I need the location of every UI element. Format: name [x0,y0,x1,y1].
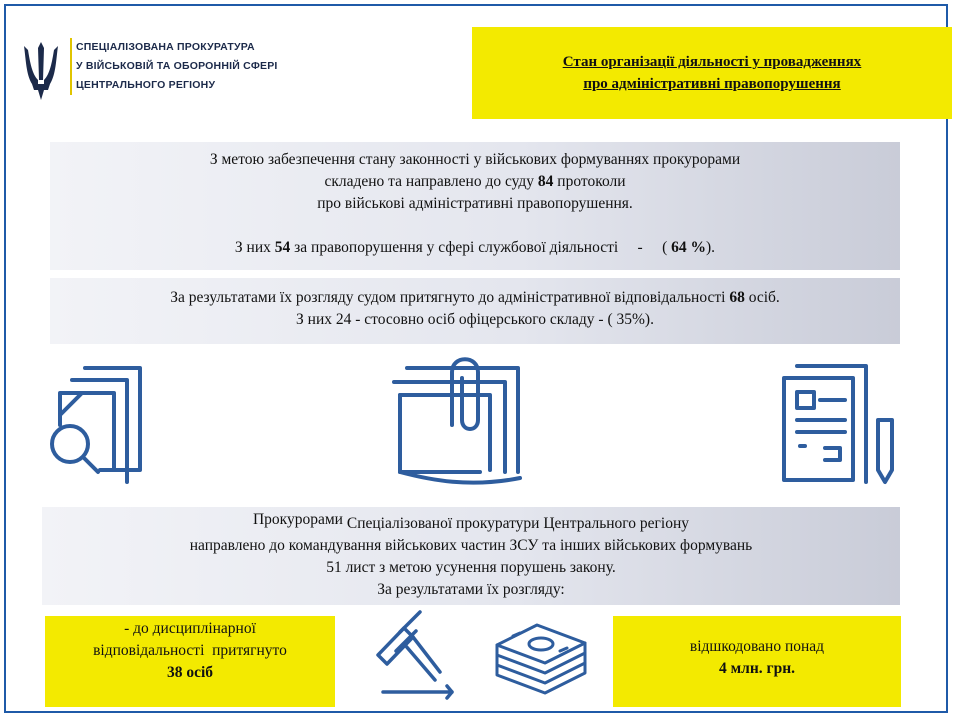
court-line-1 [50,287,900,309]
letters-line-3: 51 лист з метою усунення порушень закону. [326,559,616,576]
protocols-line-1: З метою забезпечення стану законності у військових формуваннях прокурорами [209,151,741,168]
court-line-1-text: За результатами їх розгляду судом притягнуто до адміністративної відповідальності [170,289,730,306]
letters-summary [42,507,900,605]
protocols-count: 84 [537,173,554,190]
title-line-2: про адміністративні правопорушення [583,76,841,92]
protocols-summary [50,142,900,270]
service-violations-percent: 64 % [671,239,707,256]
letters-line-1-a: Прокурорами [252,511,347,528]
protocols-line-4-mid: за правопорушення у сфері службової діяльності - ( [290,239,672,256]
court-results-summary [50,278,900,344]
compensation-line-1: відшкодовано понад [689,638,825,655]
page-title-box [472,27,952,119]
org-name-line-2: У ВІЙСЬКОВІЙ ТА ОБОРОННІЙ СФЕРІ [70,57,280,76]
service-violations-count: 54 [274,239,291,256]
title-line-1: Стан організації діяльності у провадженнях [562,54,862,70]
page-title [563,51,861,95]
protocols-line-3: про військові адміністративні правопорушення. [317,195,633,212]
organization-logo [20,36,280,106]
protocols-line-4-tail: ). [706,239,716,256]
letters-line-1 [42,513,900,535]
trident-icon [20,40,62,104]
court-line-1-tail: осіб. [744,289,780,306]
protocols-line-4 [50,237,900,259]
disciplinary-count: 38 осіб [166,664,214,681]
letters-line-1-b: Спеціалізованої прокуратури Центрального регіону [346,515,689,532]
disciplinary-line-1: - до дисциплінарної [124,620,256,637]
compensation-amount: 4 млн. грн. [718,660,796,677]
protocols-line-2-tail: протоколи [553,173,626,190]
liable-persons-count: 68 [729,289,745,306]
protocols-line-2-text: складено та направлено до суду [324,173,538,190]
compensation-result-box [613,616,901,707]
disciplinary-line-2: відповідальності притягнуто [93,642,287,659]
protocols-line-4-text: З них [234,239,275,256]
protocols-line-2 [50,171,900,193]
org-name-line-1: СПЕЦІАЛІЗОВАНА ПРОКУРАТУРА [70,38,280,57]
letters-line-4: За результатами їх розгляду: [377,581,565,598]
court-line-2: З них 24 - стосовно осіб офіцерського складу - ( 35%). [296,311,654,328]
org-name-line-3: ЦЕНТРАЛЬНОГО РЕГІОНУ [70,76,280,95]
disciplinary-result-box [45,616,335,707]
letters-line-2: направлено до командування військових частин ЗСУ та інших військових формувань [189,537,753,554]
